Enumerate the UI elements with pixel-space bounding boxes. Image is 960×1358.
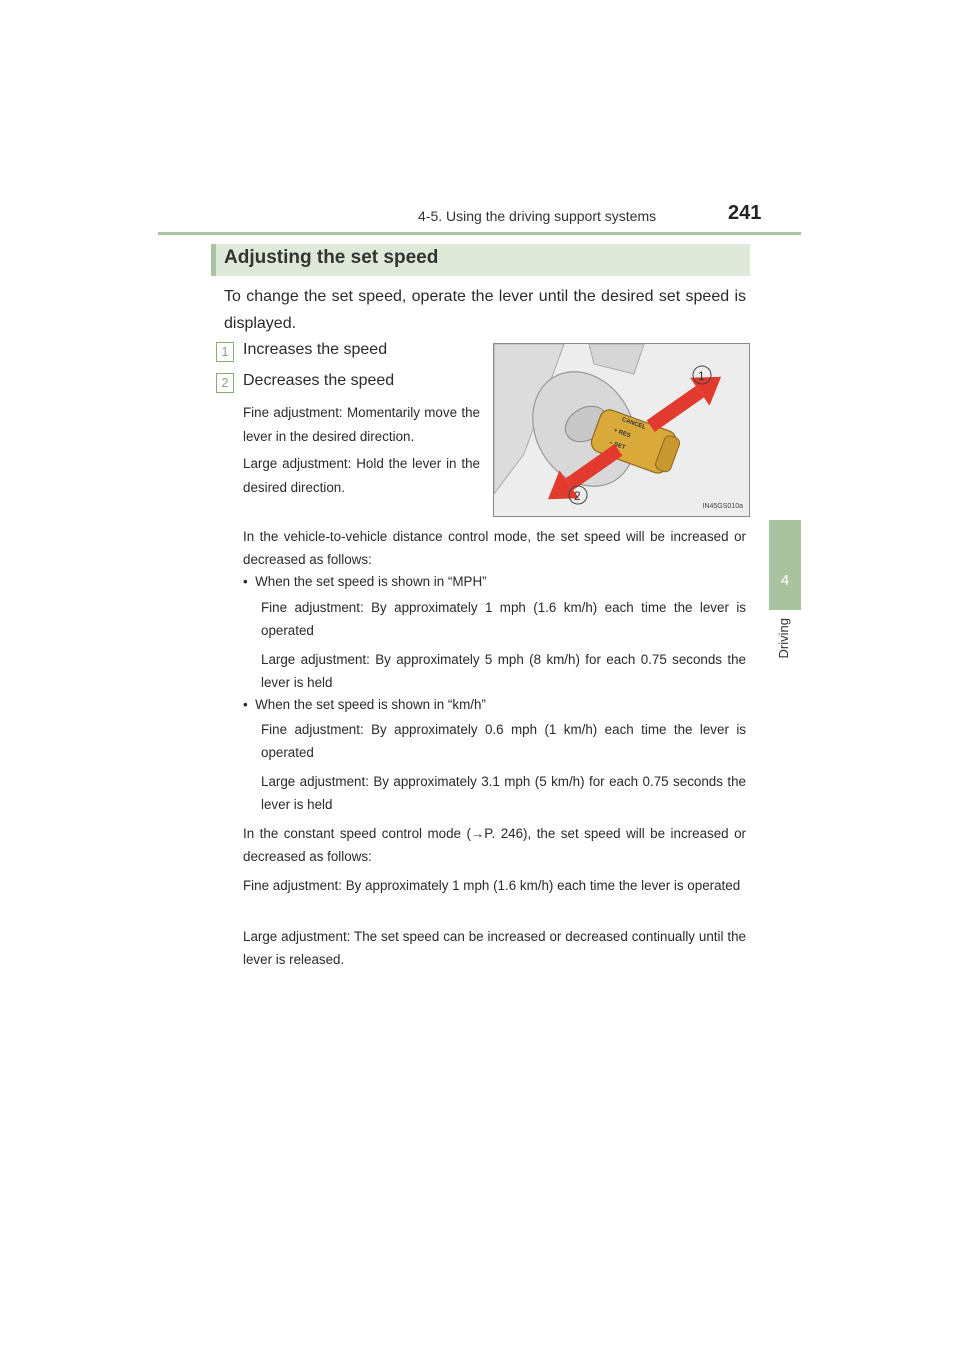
lever-illustration <box>493 343 750 517</box>
kmh-bullet <box>243 693 746 716</box>
intro-paragraph: To change the set speed, operate the lever until the desired set speed is displayed. <box>224 288 746 332</box>
bullet-dot: • <box>243 697 256 712</box>
lever-res-label: + RES <box>612 427 632 440</box>
section-title: Adjusting the set speed <box>224 247 439 268</box>
kmh-bullet-text: When the set speed is shown in “km/h” <box>255 697 486 712</box>
lever-set-label: – SET <box>608 439 626 452</box>
callout-2: 2 <box>574 489 581 503</box>
callout-1: 1 <box>698 369 705 383</box>
bullet-dot: • <box>243 574 256 589</box>
lever-drawing <box>494 344 750 517</box>
mph-fine: Fine adjustment: By approximately 1 mph (1.6 km/h) each time the lever is operated <box>261 600 746 638</box>
large-adjustment-note: Large adjustment: Hold the lever in the desired direction. <box>243 456 480 495</box>
mph-bullet-text: When the set speed is shown in “MPH” <box>255 574 487 589</box>
kmh-fine: Fine adjustment: By approximately 0.6 mph (1 km/h) each time the lever is operated <box>261 722 746 760</box>
vehicle-mode-intro: In the vehicle-to-vehicle distance control mode, the set speed will be increased or decreased as follows: <box>243 529 746 567</box>
mph-large: Large adjustment: By approximately 5 mph (8 km/h) for each 0.75 seconds the lever is held <box>261 652 746 690</box>
fine-adjustment-note: Fine adjustment: Momentarily move the lever in the desired direction. <box>243 405 480 444</box>
constant-mode-intro: In the constant speed control mode (→P. 246), the set speed will be increased or decreased as follows: <box>243 826 746 864</box>
running-header: 4-5. Using the driving support systems <box>418 208 657 224</box>
figure-code: IN45GS010a <box>702 503 743 510</box>
kmh-large: Large adjustment: By approximately 3.1 mph (5 km/h) for each 0.75 seconds the lever is held <box>261 774 746 812</box>
chapter-label: Driving <box>776 618 791 659</box>
mph-bullet <box>243 570 746 593</box>
chapter-tab <box>769 520 801 610</box>
item-decrease-label: Decreases the speed <box>243 372 395 389</box>
constant-fine: Fine adjustment: By approximately 1 mph (1.6 km/h) each time the lever is operated <box>243 878 741 893</box>
item-number-badge: 2 <box>216 373 234 393</box>
constant-large: Large adjustment: The set speed can be increased or decreased continually until the lever is released. <box>243 929 746 967</box>
lever-cancel-label: CANCEL <box>620 416 647 432</box>
item-number-badge: 1 <box>216 342 234 362</box>
chapter-number: 4 <box>780 572 790 589</box>
page-number: 241 <box>728 202 762 224</box>
item-increase-label: Increases the speed <box>243 341 388 358</box>
header-rule <box>158 232 801 235</box>
